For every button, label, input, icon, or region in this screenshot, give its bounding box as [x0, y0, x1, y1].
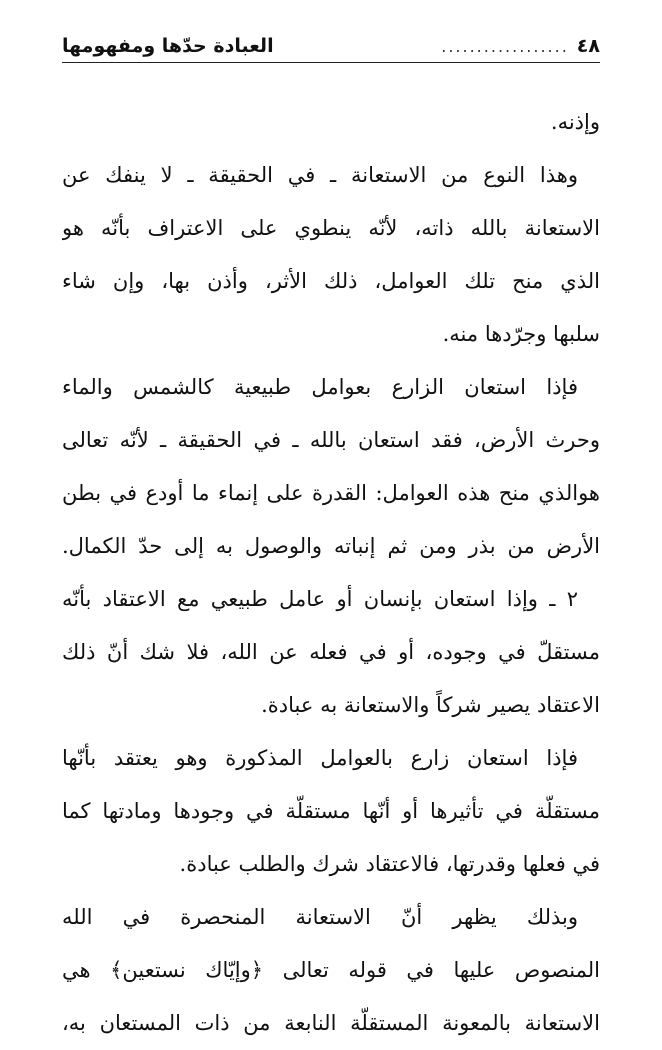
text-line: ٢ ـ وإذا استعان بإنسان أو عامل طبيعي مع الاعتقاد بأنّه [62, 587, 578, 611]
chapter-title: العبادة حدّها ومفهومها [62, 35, 274, 57]
page-number: ٤٨ [576, 35, 600, 57]
text-line: وبذلك يظهر أنّ الاستعانة المنحصرة في الله [62, 905, 578, 929]
text-line: الأرض من بذر ومن ثم إنباته والوصول به إلى حدّ الكمال. [62, 534, 600, 558]
running-header [62, 30, 600, 63]
text-line: الاعتقاد يصير شركاً والاستعانة به عبادة. [261, 693, 600, 717]
text-line: في فعلها وقدرتها، فالاعتقاد شرك والطلب عبادة. [179, 852, 600, 876]
text-line: الذي منح تلك العوامل، ذلك الأثر، وأذن بها، وإن شاء [62, 269, 600, 293]
text-line: الاستعانة بالله ذاته، لأنّه ينطوي على الاعتراف بأنّه هو [62, 216, 600, 240]
text-line: فإذا استعان الزارع بعوامل طبيعية كالشمس والماء [62, 375, 578, 399]
text-line: المنصوص عليها في قوله تعالى ﴿وإيّاك نستعين﴾ هي [62, 958, 600, 982]
text-line: فإذا استعان زارع بالعوامل المذكورة وهو يعتقد بأنّها [62, 746, 578, 770]
body-text [62, 96, 600, 1050]
text-line: مستقلّ في وجوده، أو في فعله عن الله، فلا شك أنّ ذلك [62, 640, 600, 664]
header-leader-dots: .................. [441, 36, 569, 56]
text-line: وهذا النوع من الاستعانة ـ في الحقيقة ـ لا ينفك عن [62, 163, 578, 187]
text-line: وإذنه. [550, 110, 600, 134]
text-line: الاستعانة بالمعونة المستقلّة النابعة من ذات المستعان به، [62, 1011, 600, 1035]
text-line: مستقلّة في تأثيرها أو أنّها مستقلّة في وجودها ومادتها كما [62, 799, 600, 823]
text-line: وحرث الأرض، فقد استعان بالله ـ في الحقيقة ـ لأنّه تعالى [62, 428, 600, 452]
text-line: هوالذي منح هذه العوامل: القدرة على إنماء ما أودع في بطن [62, 481, 600, 505]
text-line: سلبها وجرّدها منه. [442, 322, 600, 346]
